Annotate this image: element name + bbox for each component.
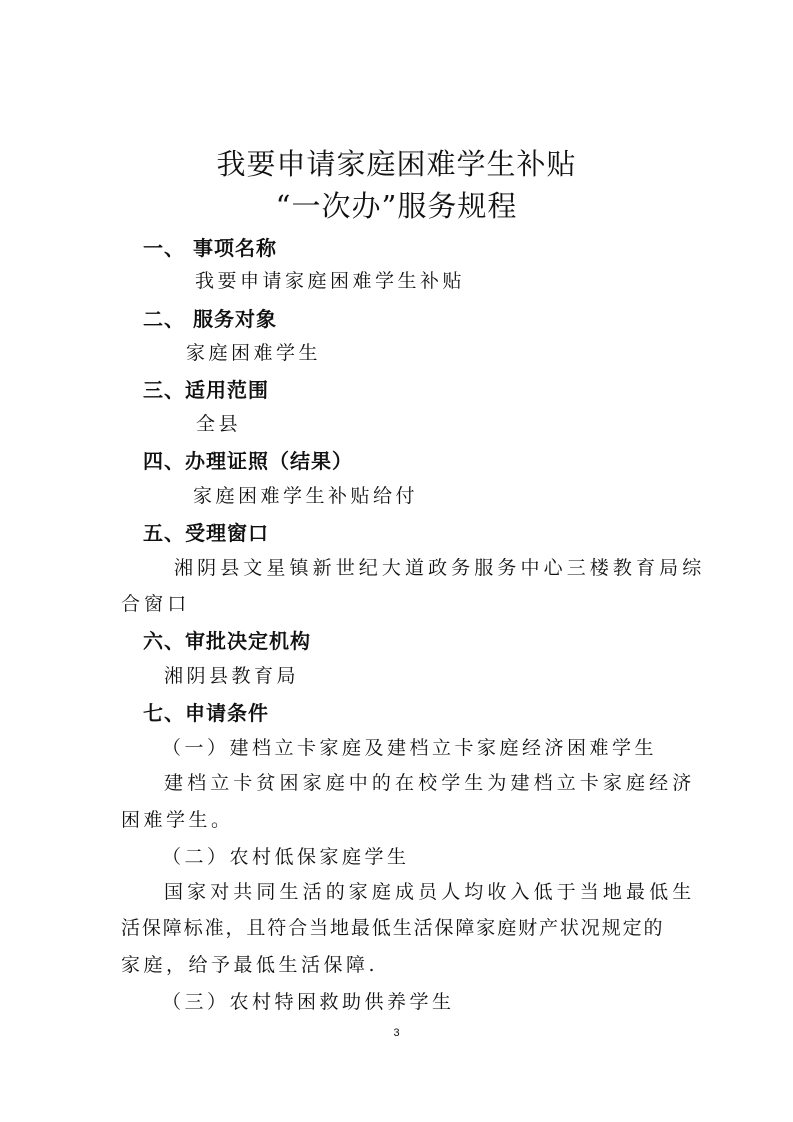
condition-1-body-line-2: 困难学生。 <box>121 809 234 831</box>
section-6-heading: 六、审批决定机构 <box>143 629 311 653</box>
condition-2-body-line-3: 家庭，给予最低生活保障. <box>121 954 379 976</box>
condition-3-title: （三）农村特困救助供养学生 <box>162 991 455 1013</box>
section-1-body: 我要申请家庭困难学生补贴 <box>195 270 466 292</box>
section-6-body: 湘阴县教育局 <box>164 665 300 687</box>
section-1-heading: 一、 事项名称 <box>143 236 277 260</box>
section-7-heading: 七、申请条件 <box>143 701 269 725</box>
section-2-body: 家庭困难学生 <box>186 342 322 364</box>
section-5-heading: 五、受理窗口 <box>143 521 269 545</box>
condition-2-body-line-2: 活保障标准，且符合当地最低生活保障家庭财产状况规定的 <box>121 917 665 939</box>
section-3-heading: 三、适用范围 <box>143 378 269 402</box>
page-number: 3 <box>393 1027 400 1039</box>
document-title-line-2: “一次办”服务规程 <box>275 189 518 223</box>
condition-2-title: （二）农村低保家庭学生 <box>162 846 410 868</box>
section-5-body-line-1: 湘阴县文星镇新世纪大道政务服务中心三楼教育局综 <box>174 557 706 579</box>
section-2-heading: 二、 服务对象 <box>143 307 277 331</box>
section-4-body: 家庭困难学生补贴给付 <box>193 485 419 507</box>
condition-1-body-line-1: 建档立卡贫困家庭中的在校学生为建档立卡家庭经济 <box>164 772 696 794</box>
condition-2-body-line-1: 国家对共同生活的家庭成员人均收入低于当地最低生 <box>164 881 696 903</box>
section-4-heading: 四、办理证照（结果） <box>143 449 353 473</box>
document-title-line-1: 我要申请家庭困难学生补贴 <box>216 147 577 181</box>
condition-1-title: （一）建档立卡家庭及建档立卡家庭经济困难学生 <box>162 737 658 759</box>
section-3-body: 全县 <box>196 413 242 435</box>
section-5-body-line-2: 合窗口 <box>121 593 191 615</box>
